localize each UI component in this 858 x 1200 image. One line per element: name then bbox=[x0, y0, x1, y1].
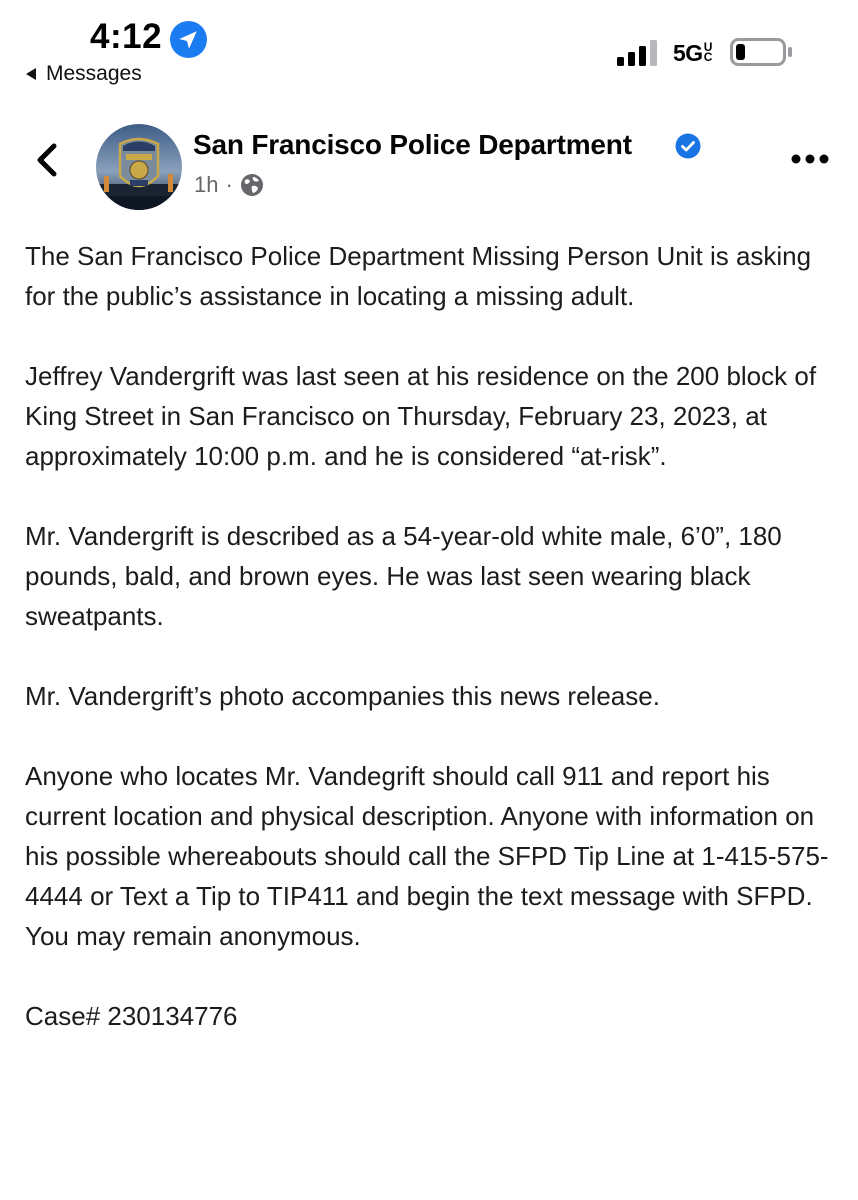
globe-icon bbox=[240, 173, 264, 197]
back-triangle-icon bbox=[24, 67, 38, 81]
post-meta bbox=[194, 172, 264, 198]
post-paragraph-case-number: Case# 230134776 bbox=[25, 1001, 238, 1031]
back-to-messages-link[interactable] bbox=[24, 62, 142, 86]
network-superscript: UC bbox=[703, 40, 712, 64]
back-to-messages-label: Messages bbox=[46, 62, 142, 85]
post-timestamp[interactable]: 1h bbox=[194, 172, 219, 197]
page-name-link[interactable]: San Francisco Police Department bbox=[193, 129, 632, 160]
chevron-left-icon[interactable] bbox=[30, 138, 64, 182]
post-header bbox=[0, 110, 858, 220]
battery-low-icon bbox=[730, 38, 794, 66]
post-paragraph-description: Mr. Vandergrift is described as a 54-year-old white male, 6’0”, 180 pounds, bald, and brown eyes. He was last seen wearing black sweatpants. bbox=[25, 521, 782, 631]
post-paragraph-contact: Anyone who locates Mr. Vandegrift should call 911 and report his current location and physical description. Anyone with information on his possible whereabouts should call the SFPD Tip Line at 1-415-575-4444 or Text a Tip to TIP411 and begin the text message with SFPD. You may remain anonymous. bbox=[25, 761, 829, 951]
sfpd-badge-avatar-image bbox=[96, 124, 182, 210]
verified-badge-icon bbox=[675, 133, 701, 159]
status-time: 4:12 bbox=[90, 17, 163, 56]
post-paragraph-intro: The San Francisco Police Department Missing Person Unit is asking for the public’s assistance in locating a missing adult. bbox=[25, 241, 812, 311]
cellular-signal-icon bbox=[617, 40, 659, 66]
post-paragraph-last-seen: Jeffrey Vandergrift was last seen at his residence on the 200 block of King Street in San Francisco on Thursday, February 23, 2023, at approximately 10:00 p.m. and he is considered “at-risk”. bbox=[25, 361, 817, 471]
post-text bbox=[25, 236, 837, 1036]
network-type: 5GUC bbox=[673, 40, 715, 67]
more-options-icon[interactable] bbox=[790, 152, 830, 166]
location-arrow-icon bbox=[170, 21, 207, 58]
meta-separator: · bbox=[225, 172, 233, 197]
status-bar bbox=[0, 0, 858, 100]
post-paragraph-photo-note: Mr. Vandergrift’s photo accompanies this news release. bbox=[25, 681, 660, 711]
page-avatar[interactable] bbox=[96, 124, 182, 210]
